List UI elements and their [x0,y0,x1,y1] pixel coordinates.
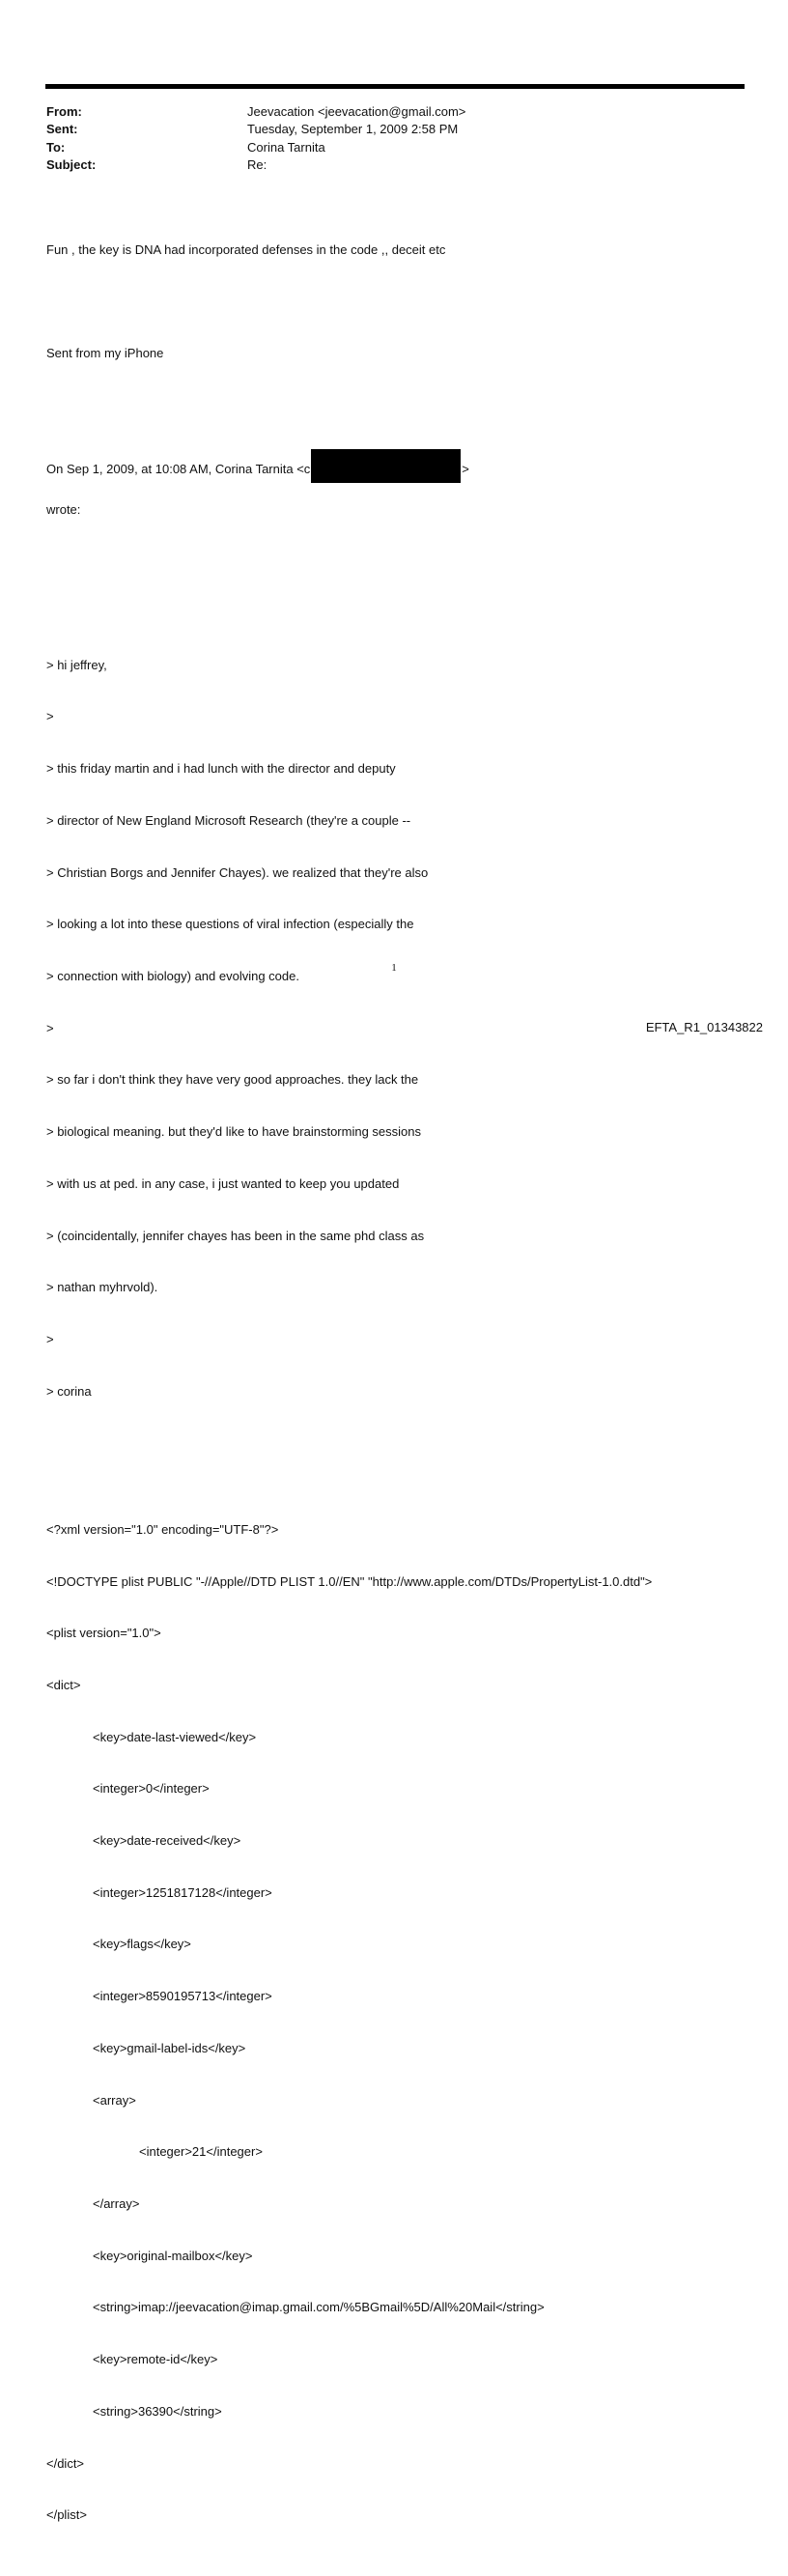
attribution-line [46,449,761,476]
plist-line: <key>gmail-label-ids</key> [93,2040,246,2055]
to-label: To: [46,139,66,155]
sent-value: Tuesday, September 1, 2009 2:58 PM [247,122,459,137]
email-header [46,103,587,174]
email-body [46,207,761,2576]
document-id: EFTA_R1_01343822 [645,1020,763,1034]
attribution-wrote: wrote: [46,501,81,517]
quote-line: > Christian Borgs and Jennifer Chayes). we realized that they're also [46,864,429,880]
sent-row [46,121,587,138]
plist-line: <key>remote-id</key> [93,2352,218,2367]
plist-line: </plist> [46,2507,87,2523]
quote-line: > [46,1020,54,1035]
plist-line: </array> [93,2196,140,2211]
plist-line: <plist version="1.0"> [46,1626,161,1641]
plist-line: <integer>8590195713</integer> [93,1989,272,2004]
redaction-box [311,449,461,483]
plist-line: </dict> [46,2455,85,2471]
plist-line: <dict> [46,1677,81,1692]
quote-line: > (coincidentally, jennifer chayes has been in the same phd class as [46,1228,425,1243]
quote-line: > with us at ped. in any case, i just wanted to keep you updated [46,1175,400,1191]
plist-line: <string>36390</string> [93,2403,222,2419]
plist-line: <key>original-mailbox</key> [93,2248,253,2263]
quote-line: > so far i don't think they have very good approaches. they lack the [46,1072,419,1088]
quote-line: > [46,1331,54,1346]
quote-line: > director of New England Microsoft Research (they're a couple -- [46,812,411,828]
from-value: Jeevacation <jeevacation@gmail.com> [247,104,466,119]
plist-line: <key>date-last-viewed</key> [93,1729,257,1744]
plist-line: <integer>0</integer> [93,1781,210,1797]
plist-line: <integer>1251817128</integer> [93,1884,272,1900]
quote-line: > biological meaning. but they'd like to have brainstorming sessions [46,1124,422,1140]
sent-label: Sent: [46,122,78,137]
quote-line: > this friday martin and i had lunch with the director and deputy [46,761,396,777]
subject-label: Subject: [46,156,97,172]
plist-line: <!DOCTYPE plist PUBLIC "-//Apple//DTD PLIST 1.0//EN" "http://www.apple.com/DTDs/PropertyList-1.0.dtd"> [46,1573,653,1589]
quote-line: > hi jeffrey, [46,657,107,672]
signature: Sent from my iPhone [46,346,164,361]
plist-line: <?xml version="1.0" encoding="UTF-8"?> [46,1521,279,1537]
to-value: Corina Tarnita [247,139,325,155]
quote-line: > corina [46,1383,92,1399]
attribution-partial: c [303,461,311,476]
page-number: 1 [391,962,397,974]
plist-line: <string>imap://jeevacation@imap.gmail.com/%5BGmail%5D/All%20Mail</string> [93,2300,545,2315]
to-row [46,139,587,156]
quote-line: > looking a lot into these questions of viral infection (especially the [46,917,414,932]
body-text: Fun , the key is DNA had incorporated defenses in the code ,, deceit etc [46,241,446,257]
attribution-prefix: On Sep 1, 2009, at 10:08 AM, Corina Tarnita < [46,461,304,476]
quote-line: > nathan myhrvold). [46,1280,158,1295]
plist-line: <integer>21</integer> [139,2144,263,2160]
plist-line: <array> [93,2092,136,2108]
plist-block [46,1486,761,2559]
quote-line: > [46,709,54,724]
quote-line: > connection with biology) and evolving code. [46,969,299,983]
subject-value: Re: [247,156,267,172]
subject-row [46,156,587,174]
plist-line: <key>flags</key> [93,1937,191,1952]
header-divider [45,84,745,89]
from-row [46,103,587,121]
attribution-suffix: > [462,461,469,476]
from-label: From: [46,104,82,119]
plist-line: <key>date-received</key> [93,1833,241,1849]
